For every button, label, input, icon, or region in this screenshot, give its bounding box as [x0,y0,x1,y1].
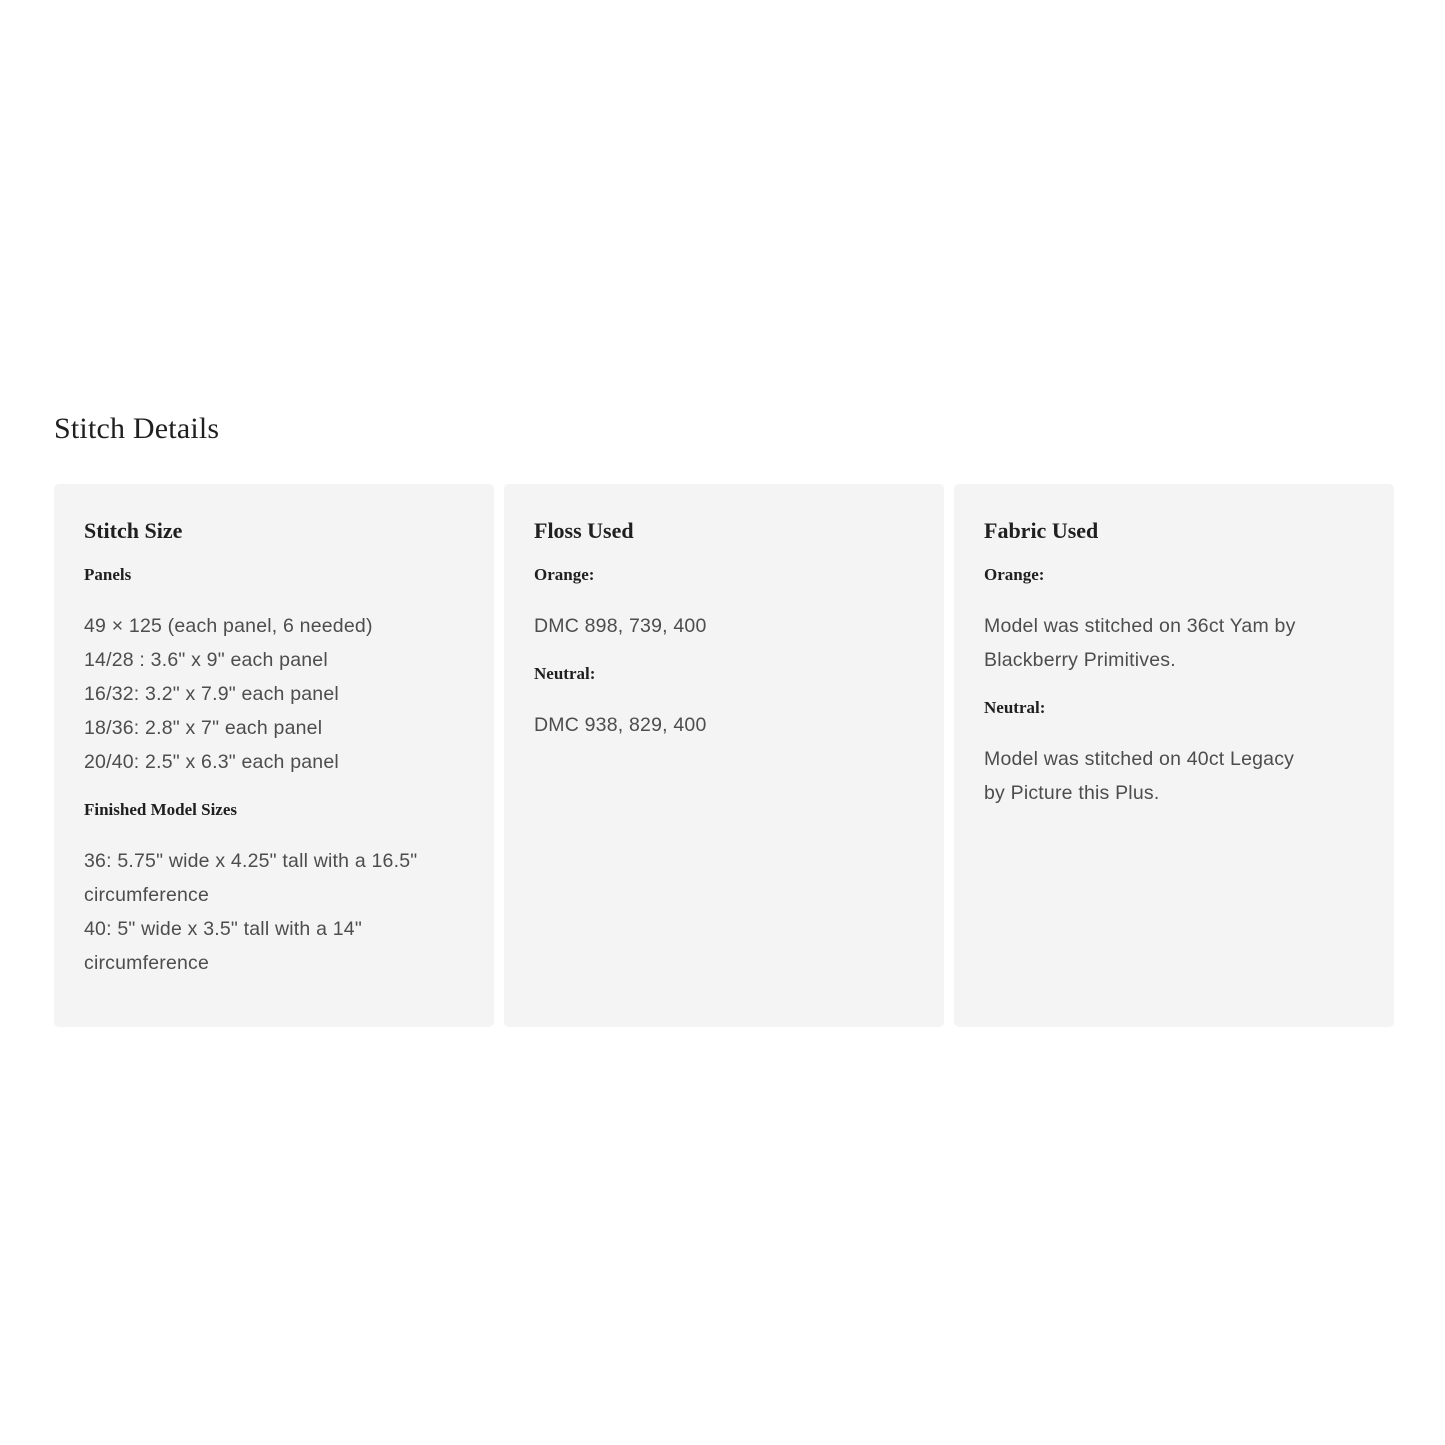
neutral-fabric-line: Model was stitched on 40ct Legacy [984,748,1295,770]
neutral-floss-line: DMC 938, 829, 400 [534,714,707,736]
finished-sizes-text [84,844,464,980]
finished-size-line: circumference [84,952,210,974]
panels-heading: Panels [84,565,132,584]
orange-floss-line: DMC 898, 739, 400 [534,615,707,637]
finished-model-sizes-heading: Finished Model Sizes [84,800,238,819]
orange-heading: Orange: [534,565,595,584]
details-cards [54,484,1394,1027]
orange-fabric-text [984,609,1364,677]
section-title: Stitch Details [54,412,220,445]
panels-line: 18/36: 2.8" x 7" each panel [84,717,323,739]
panels-line: 16/32: 3.2" x 7.9" each panel [84,683,339,705]
neutral-fabric-line: by Picture this Plus. [984,782,1160,804]
orange-heading: Orange: [984,565,1045,584]
fabric-used-card [954,484,1394,1027]
neutral-fabric-text [984,742,1364,810]
finished-size-line: 40: 5" wide x 3.5" tall with a 14" [84,918,362,940]
floss-used-card [504,484,944,1027]
panels-line: 20/40: 2.5" x 6.3" each panel [84,751,339,773]
orange-fabric-line: Blackberry Primitives. [984,649,1176,671]
card-title: Floss Used [534,518,634,543]
panels-line: 49 × 125 (each panel, 6 needed) [84,615,373,637]
neutral-floss-text [534,708,914,742]
finished-size-line: circumference [84,884,210,906]
finished-size-line: 36: 5.75" wide x 4.25" tall with a 16.5" [84,850,418,872]
orange-fabric-line: Model was stitched on 36ct Yam by [984,615,1296,637]
card-title: Fabric Used [984,518,1099,543]
neutral-heading: Neutral: [534,664,596,683]
neutral-heading: Neutral: [984,698,1046,717]
stitch-details-section [54,408,1393,974]
stitch-size-card [54,484,494,1027]
panels-text [84,609,464,779]
card-title: Stitch Size [84,518,183,543]
orange-floss-text [534,609,914,643]
panels-line: 14/28 : 3.6" x 9" each panel [84,649,328,671]
